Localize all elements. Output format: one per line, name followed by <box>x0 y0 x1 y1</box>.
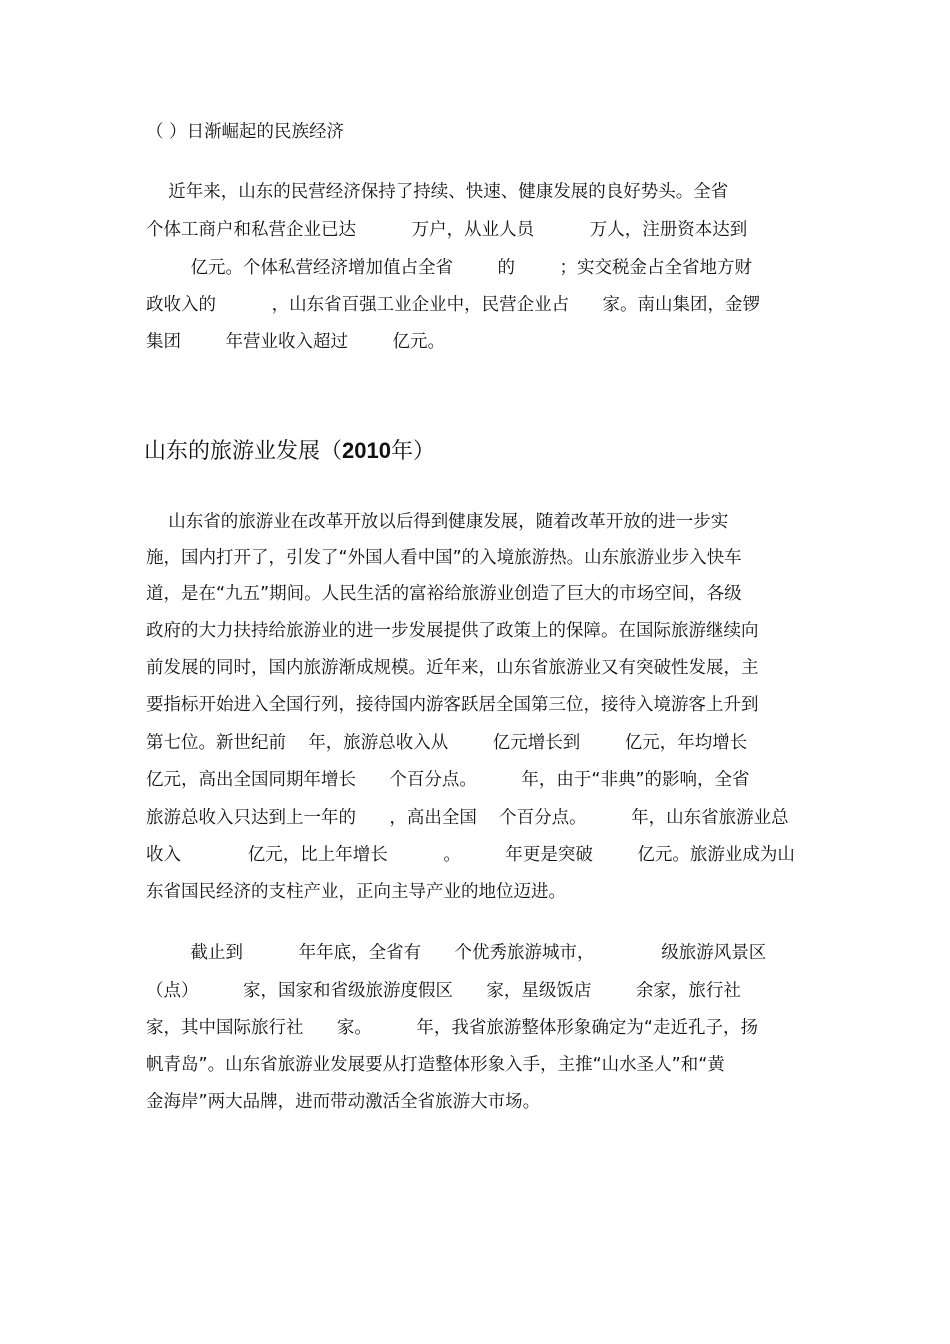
section1-line: 政收入的 ，山东省百强工业企业中，民营企业占 家。南山集团，金锣 <box>146 295 761 315</box>
section1-line: 集团 年营业收入超过 亿元。 <box>146 332 446 352</box>
para1-line: 旅游总收入只达到上一年的 ，高出全国 个百分点。 年，山东省旅游业总 <box>146 808 789 828</box>
title-pre: 山东的旅游业发展（ <box>144 439 343 464</box>
para2-line: （点） 家，国家和省级旅游度假区 家，星级饭店 余家，旅行社 <box>146 981 741 1001</box>
para1-line: 政府的大力扶持给旅游业的进一步发展提供了政策上的保障。在国际旅游继续向 <box>146 621 759 641</box>
para1-line: 亿元，高出全国同期年增长 个百分点。 年，由于“非典”的影响，全省 <box>146 770 750 790</box>
para2-line: 家，其中国际旅行社 家。 年，我省旅游整体形象确定为“走近孔子，扬 <box>146 1018 758 1038</box>
para2-line: 帆青岛”。山东省旅游业发展要从打造整体形象入手，主推“山水圣人”和“黄 <box>146 1055 725 1075</box>
para1-line: 要指标开始进入全国行列，接待国内游客跃居全国第三位，接待入境游客上升到 <box>146 695 759 715</box>
para1-line: 东省国民经济的支柱产业，正向主导产业的地位迈进。 <box>146 882 566 902</box>
para1-line: 施，国内打开了，引发了“外国人看中国”的入境旅游热。山东旅游业步入快车 <box>146 548 742 568</box>
section1-line: 个体工商户和私营企业已达 万户，从业人员 万人，注册资本达到 <box>146 220 748 240</box>
para1-line: 山东省的旅游业在改革开放以后得到健康发展，随着改革开放的进一步实 <box>146 512 729 532</box>
para2-line: 金海岸”两大品牌，进而带动激活全省旅游大市场。 <box>146 1092 541 1112</box>
title-year: 2010 <box>342 438 391 463</box>
para1-line: 收入 亿元，比上年增长 。 年更是突破 亿元。旅游业成为山 <box>146 845 795 865</box>
section1-heading: （ ）日渐崛起的民族经济 <box>146 122 345 142</box>
para2-line: 截止到 年年底，全省有 个优秀旅游城市， 级旅游风景区 <box>146 943 767 963</box>
section1-line: 亿元。个体私营经济增加值占全省 的 ；实交税金占全省地方财 <box>146 258 753 278</box>
title-post: 年） <box>390 439 435 464</box>
section1-line: 近年来，山东的民营经济保持了持续、快速、健康发展的良好势头。全省 <box>146 182 729 202</box>
para1-line: 第七位。新世纪前 年，旅游总收入从 亿元增长到 亿元，年均增长 <box>146 733 748 753</box>
para1-line: 前发展的同时，国内旅游渐成规模。近年来，山东省旅游业又有突破性发展，主 <box>146 658 759 678</box>
para1-line: 道，是在“九五”期间。人民生活的富裕给旅游业创造了巨大的市场空间，各级 <box>146 584 742 604</box>
section2-title <box>144 436 435 467</box>
